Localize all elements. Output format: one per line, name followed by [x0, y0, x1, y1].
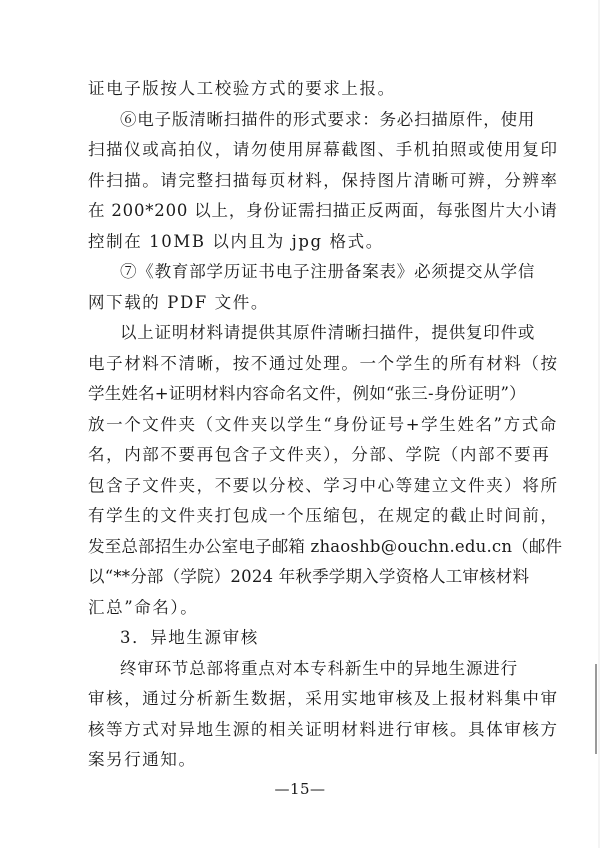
text-line-7: ⑦《教育部学历证书电子注册备案表》必须提交从学信 [120, 262, 536, 281]
text-line-12: 放一个文件夹（文件夹以学生“身份证号+学生姓名”方式命 [88, 414, 558, 434]
text-line-21: 审核，通过分析新生数据，采用实地审核及上报材料集中审 [88, 689, 559, 708]
text-line-10: 电子材料不清晰，按不通过处理。一个学生的所有材料（按 [88, 353, 559, 373]
text-line-15: 有学生的文件夹打包成一个压缩包，在规定的截止时间前， [88, 506, 559, 525]
text-line-11: 学生姓名+证明材料内容命名文件，例如“张三-身份证明”） [88, 384, 526, 403]
text-line-22: 核等方式对异地生源的相关证明材料进行审核。具体审核方 [88, 719, 559, 739]
text-line-6: 控制在 10MB 以内且为 jpg 格式。 [88, 231, 384, 251]
text-line-1: 证电子版按人工校验方式的要求上报。 [88, 79, 396, 98]
text-line-14: 包含子文件夹，不要以分校、学习中心等建立文件夹）将所 [88, 475, 559, 495]
text-line-2: ⑥电子版清晰扫描件的形式要求：务必扫描原件，使用 [120, 109, 536, 129]
text-line-18: 汇总”命名）。 [88, 597, 199, 617]
page-number: —15— [274, 780, 326, 798]
binding-mark [595, 664, 597, 754]
text-line-3: 扫描仪或高拍仪，请勿使用屏幕截图、手机拍照或使用复印 [88, 140, 559, 159]
text-line-17: 以“**分部（学院）2024 年秋季学期入学资格人工审核材料 [88, 567, 530, 586]
section-heading: 3．异地生源审核 [120, 628, 259, 647]
text-line-23: 案另行通知。 [88, 750, 197, 769]
text-line-13: 名，内部不要再包含子文件夹），分部、学院（内部不要再 [88, 445, 551, 464]
text-line-9: 以上证明材料请提供其原件清晰扫描件，提供复印件或 [120, 323, 536, 342]
text-line-16: 发至总部招生办公室电子邮箱 zhaoshb@ouchn.edu.cn（邮件 [88, 536, 563, 556]
text-line-20: 终审环节总部将重点对本专科新生中的异地生源进行 [120, 658, 518, 678]
text-line-4: 件扫描。请完整扫描每页材料，保持图片清晰可辨，分辨率 [88, 170, 559, 190]
text-line-8: 网下载的 PDF 文件。 [88, 292, 269, 312]
text-line-5: 在 200*200 以上，身份证需扫描正反两面，每张图片大小请 [88, 201, 558, 220]
body-text [88, 74, 563, 776]
